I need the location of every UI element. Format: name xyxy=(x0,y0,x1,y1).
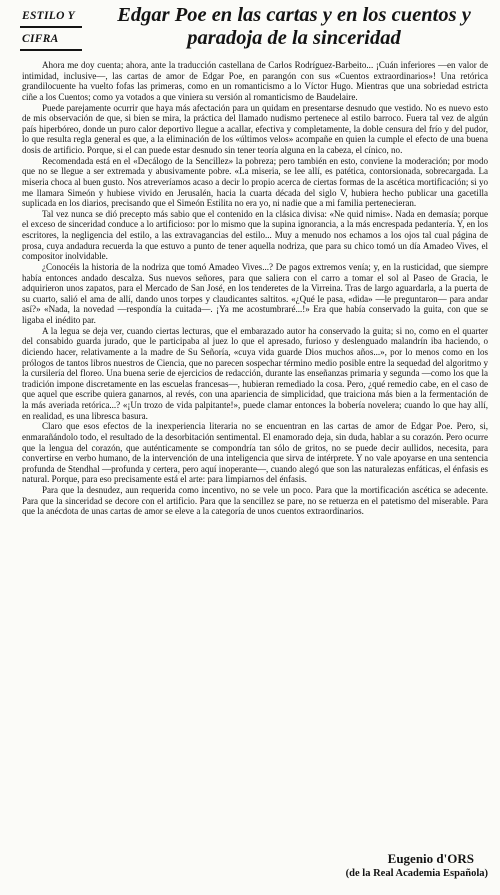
author-affiliation: (de la Real Academia Española) xyxy=(345,868,488,879)
article-body xyxy=(22,60,488,517)
article-title: Edgar Poe en las cartas y en los cuentos y paradoja de la sinceridad xyxy=(117,4,471,49)
paragraph-4: Tal vez nunca se dió precepto más sabio que el contenido en la clásica divisa: «Ne quid nimis». Nada en demasía; porque el exceso de sinceridad conduce a lo artificioso: por lo mismo que la supina ignorancia, a la más encrespada pedantería. Y, en los escritores, la negligencia del estilo, a las extravagancias del estilo... Muy a menudo nos echamos a los ojos tal cual página de prosa, cuya andadura recuerda la que estuvo a punto de tener aquella nodriza, que para su chico tomó un día Amadeo Vives, el compositor inolvidable. xyxy=(22,208,489,262)
paragraph-7: Claro que esos efectos de la inexperiencia literaria no se encuentran en las cartas de amor de Edgar Poe. Pero, si, enmarañándolo todo, el resultado de la desorbitación sentimental. El enamorado deja, sin duda, hablar a su corazón. Pero ocurre que la lengua del corazón, que auténticamente se compondría tan sólo de gritos, no se puede decir aullidos, necesita, para convertirse en verbo humano, de la intervención de una inteligencia que sirva de intérprete. Y no vale apoyarse en una sentencia profunda de Stendhal —profunda y certera, pero aquí inoperante—, cuando alegó que son las naturalezas enfáticas, el énfasis es natural. Porque, para eso precisamente está el arte: para limpiarnos del énfasis. xyxy=(22,421,488,485)
paragraph-3: Recomendada está en el «Decálogo de la Sencillez» la pobreza; pero también en esto, conviene la moderación; por modo que no se llegue a ser extremada y abusivamente pobre. «La miseria, se lee allí, es patética, contorsionada, sobrecargada. La miseria choca al buen gusto. Nos atreveríamos acaso a decir lo propio acerca de ciertas formas de la ascética mortificación; si yo me llamara Simeón y hubiese vivido en Jerusalén, hacia la cuarta década del siglo V, hubiera hecho publicar una gacetilla suplicada en los diarios, precisando que el Simeón Estilita no era yo, ni nadie que a mi familia pertenecieran. xyxy=(22,155,488,209)
section-label-cifra: CIFRA xyxy=(22,33,59,45)
section-label-estilo: ESTILO Y xyxy=(22,10,75,22)
paragraph-5: ¿Conocéis la historia de la nodriza que tomó Amadeo Vives...? De pagos extremos venía; y, en la rusticidad, que siempre había entonces andado descalza. Sus nuevos señores, para que saliera con el carro a tomar el sol al Paseo de Gracia, le adquirieron unos zapatos, para el Mercado de San José, en los tenderetes de la Virreina. Tras de largo aguardarla, a la puerta de su cuarto, salió el ama de allí, dando unos torpes y claudicantes saltitos. «¿Qué le pasa, «dida» —le preguntaron— para andar así?» «Nada, la novedad —respondía la cuitada—. ¡Ya me acostumbraré...!» Era que había conservado la guita, con que se ligaba el inédito par. xyxy=(22,261,488,325)
paragraph-1: Ahora me doy cuenta; ahora, ante la traducción castellana de Carlos Rodríguez-Barbeito... ¡Cuán inferiores —en valor de intimidad, inclusive—, las cartas de amor de Edgar Poe, en parangón con sus «Cuentos extraordinarios»! Una retórica grandilocuente ha vuelto fofas las primeras, como en un romanticismo a lo Víctor Hugo. Mientras que una sobriedad estricta ciñe a los Cuentos; como ya votados a que viniera su versión al romanticismo de Baudelaire. xyxy=(22,60,488,102)
paragraph-8: Para que la desnudez, aun requerida como incentivo, no se vele un poco. Para que la mortificación ascética se adecente. Para que la sinceridad se decore con el artificio. Para que la sencillez se pare, no se retuerza en el patetismo del miserable. Para que la anécdota de unas cartas de amor se eleve a la categoría de unos cuentos extraordinarios. xyxy=(22,485,488,517)
author-signature: Eugenio d'ORS xyxy=(387,851,474,866)
section-underline-2 xyxy=(20,49,82,51)
paragraph-2: Puede parejamente ocurrir que haya más afectación para un quidam en presentarse desnudo que vestido. No es nuevo esto de mis observación de que, si bien se mira, la práctica del llamado nudismo pertenece al estilo barroco. Fuera tal vez de algún país hiperbóreo, donde un puro calor deportivo llegue a acallar, efectiva y completamente, la doble censura del frío y del pudor, lo que resulta regla general es que, a la eliminación de los «últimos velos» acompañe en quien la cumple el efecto de una buena dosis de artificio. Porque, si el can puede estar desnudo sin tener teoría alguna en la cabeza, el cínico, no. xyxy=(22,102,488,155)
paragraph-6: A la legua se deja ver, cuando ciertas lecturas, que el embarazado autor ha conservado la guita; si no, como en el quarter del consabido guarda jurado, que le participaba al juez lo que el apresado, furioso y deslenguado malandrín iba haciendo, o diciendo hacer, relativamente a la madre de Su Señoría, «cuya vida guarde Dios muchos años...», por lo menos como en los prólogos de tantos libros nuestros de Ciencia, que no parecen sospechar término medio posible entre la sequedad del algoritmo y la cursilería del floreo. Una buena serie de ejercicios de redacción, durante las enseñanzas primaria y segunda —como los que la tradición impone discretamente en las escuelas francesas—, hubieran remediado la cosa. Pero, ¿qué remedio cabe, en el caso de que aquel que escribe quiera ganarnos, al revés, con una apariencia de simplicidad, que traiciona más bien a la fermentación de la más averiada retórica...? «¡Un trozo de vida palpitante!», puede clamar entonces la bobería novelera; cuando lo que hay allí, en realidad, es una libresca basura. xyxy=(22,325,488,421)
section-underline-1 xyxy=(20,26,82,28)
